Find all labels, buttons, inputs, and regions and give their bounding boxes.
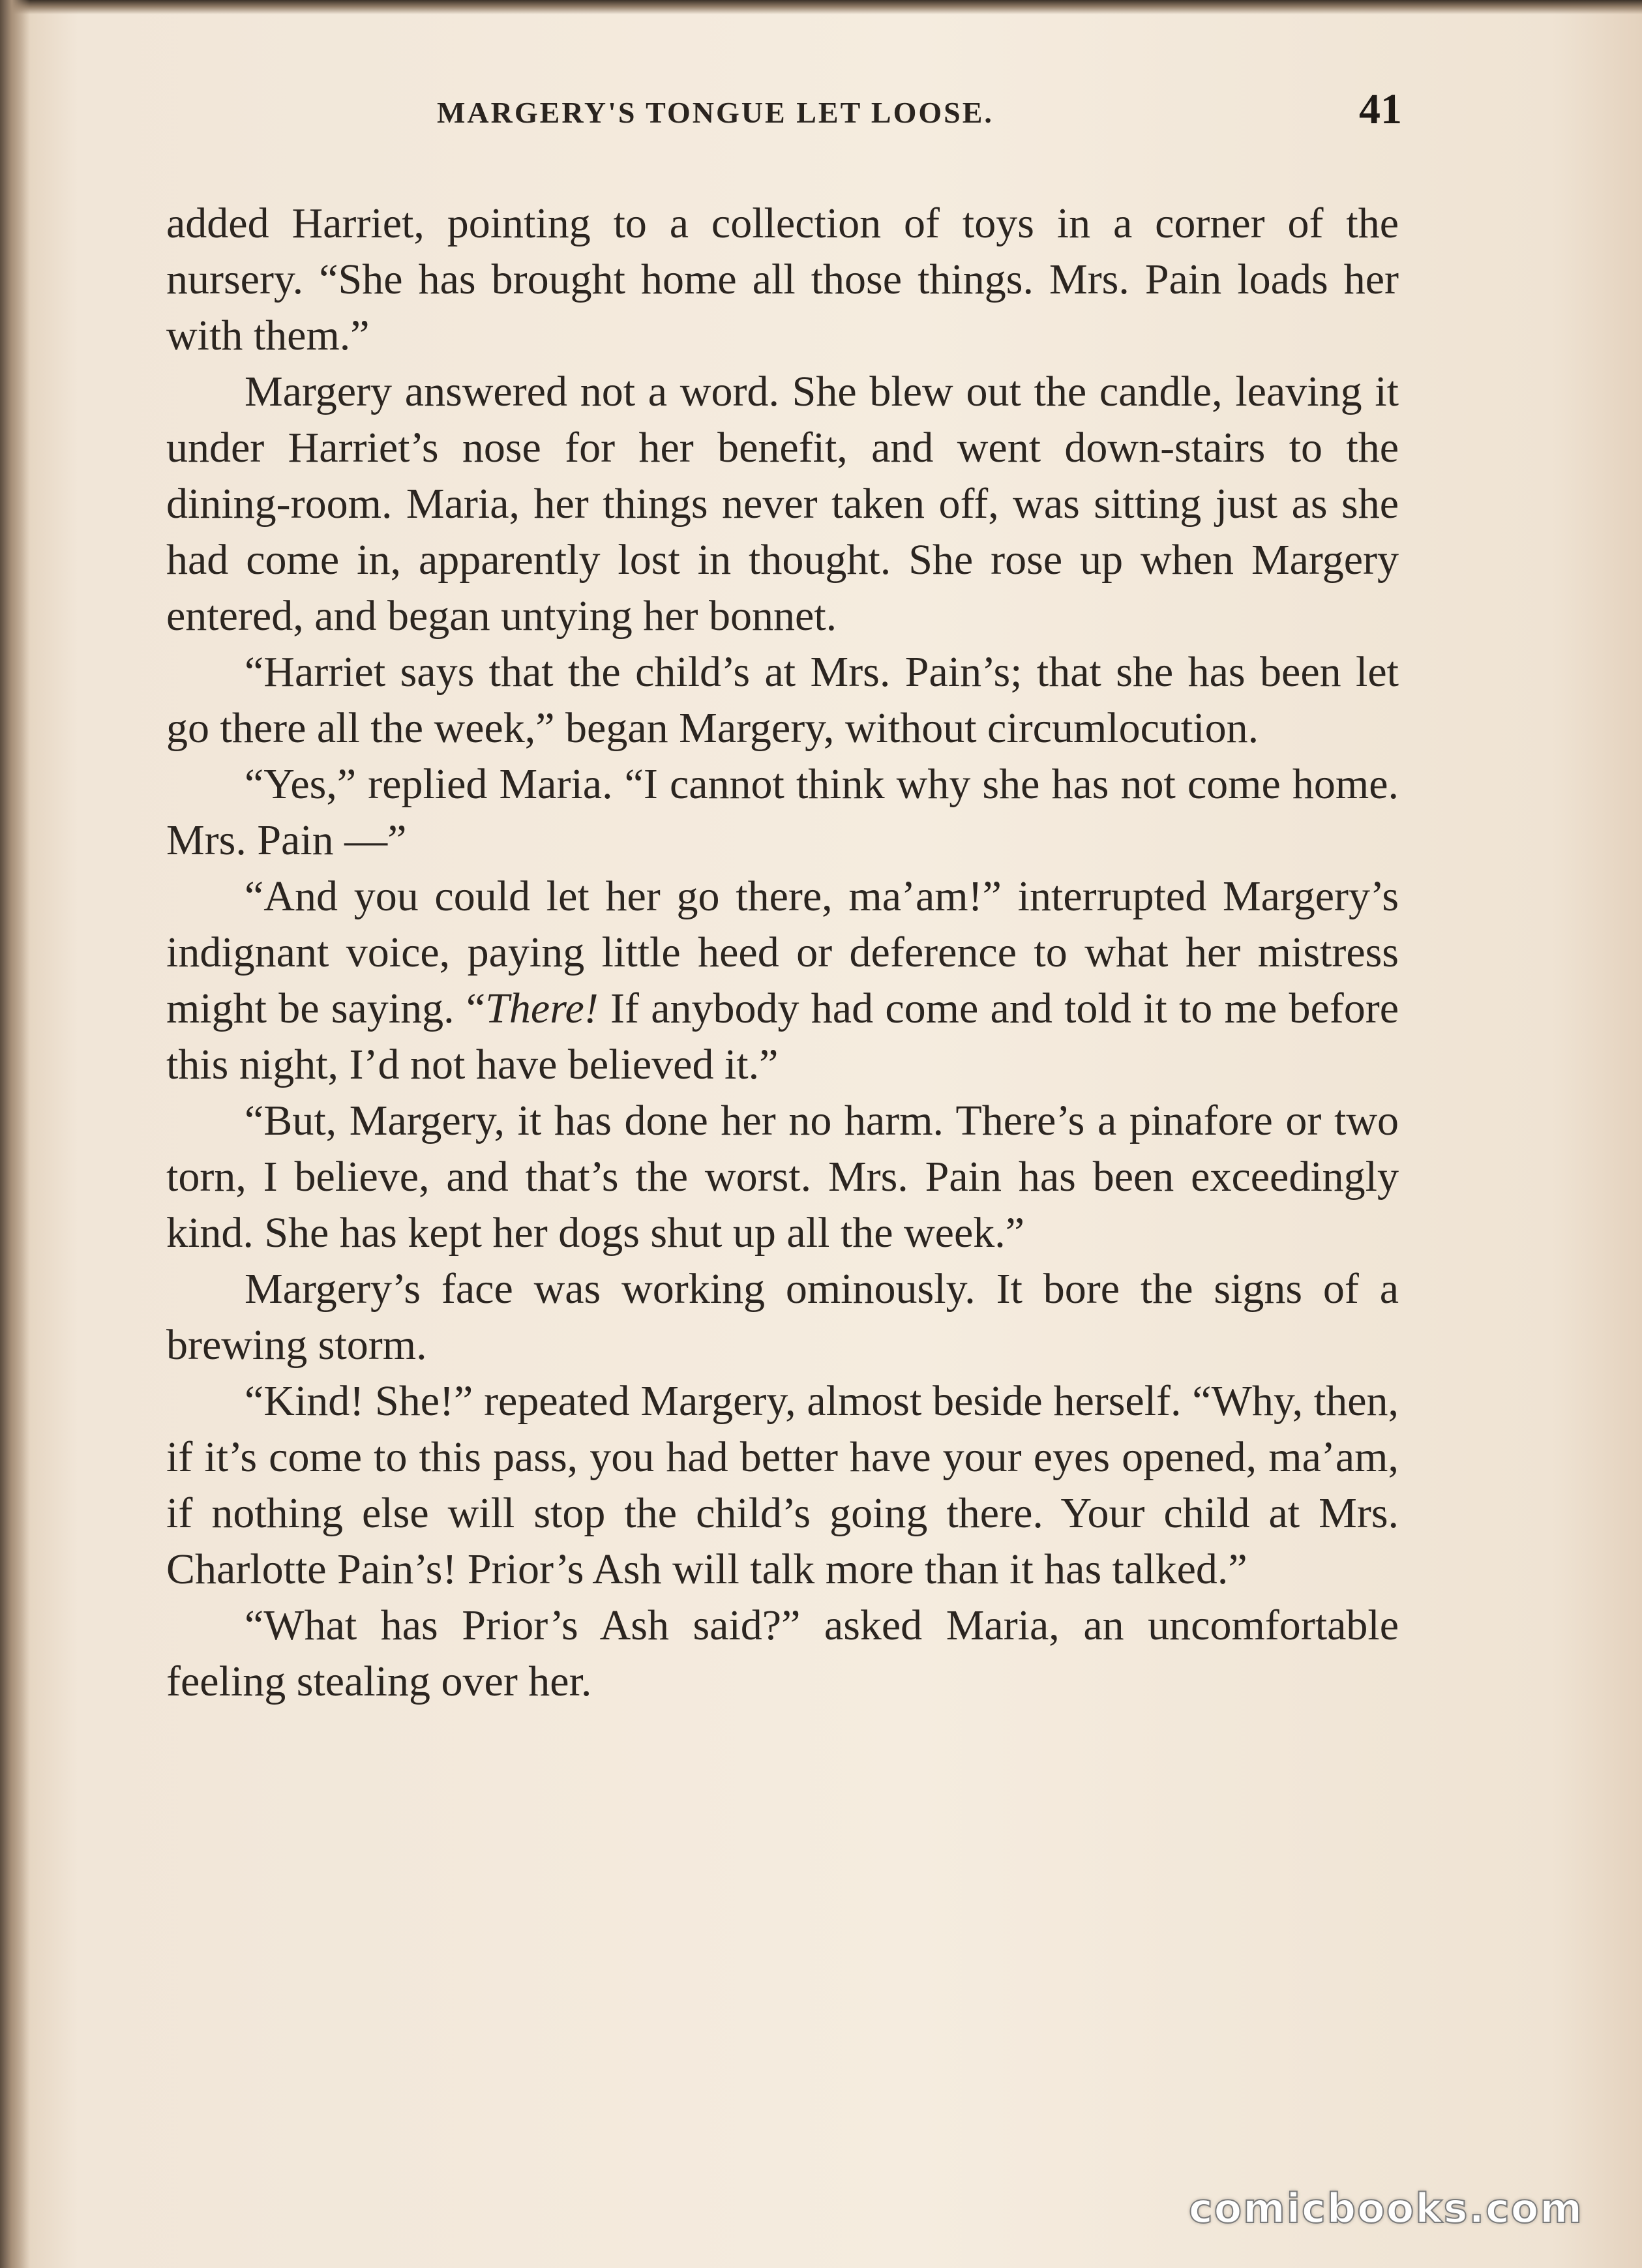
page-number: 41 [1359, 85, 1402, 133]
paragraph-5-end: If anybody had come and told it to me before this night, I’d not have believed it.” [166, 985, 1399, 1088]
paragraph-2: Margery answered not a word. She blew out the candle, leaving it under Harriet’s nose for her benefit, and went down-stairs to the dining-room. Maria, her things never taken off, was sitting just as she had come in, apparently lost in thought. She rose up when Margery entered, and began untying her bonnet. [166, 368, 1399, 640]
paragraph-1: added Harriet, pointing to a collection of toys in a corner of the nursery. “She has brought home all those things. Mrs. Pain loads her with them.” [166, 200, 1399, 359]
paragraph-4: “Yes,” replied Maria. “I cannot think why she has not come home. Mrs. Pain —” [166, 760, 1399, 864]
paragraph-5-emphasis: There! [485, 985, 599, 1032]
page-binding-edge [0, 0, 30, 2268]
paragraph-9: “What has Prior’s Ash said?” asked Maria, an uncomfortable feeling stealing over her. [166, 1602, 1399, 1705]
paragraph-7: Margery’s face was working ominously. It bore the signs of a brewing storm. [166, 1265, 1399, 1369]
running-head-title: MARGERY'S TONGUE LET LOOSE. [437, 96, 994, 129]
running-head [163, 85, 1402, 137]
page-top-edge [0, 0, 1642, 14]
watermark-text: comicbooks.com [1188, 2185, 1583, 2232]
paragraph-8: “Kind! She!” repeated Margery, almost beside herself. “Why, then, if it’s come to this pass, you had better have your eyes opened, ma’am, if nothing else will stop the child’s going there. Your child at Mrs. Charlotte Pain’s! Prior’s Ash will talk more than it has talked.” [166, 1377, 1399, 1593]
body-text [166, 196, 1399, 1710]
paragraph-6: “But, Margery, it has done her no harm. There’s a pinafore or two torn, I believe, and that’s the worst. Mrs. Pain has been exceedingly kind. She has kept her dogs shut up all the week.” [166, 1097, 1399, 1257]
paragraph-5-start: “And you could let her go there, ma’am!” interrupted Margery’s indignant voice, paying little heed or deference to what her mistress might be saying. “ [166, 873, 1399, 1032]
paragraph-5 [166, 869, 1399, 1093]
paragraph-3: “Harriet says that the child’s at Mrs. Pain’s; that she has been let go there all the week,” began Margery, without circumlocution. [166, 648, 1399, 752]
